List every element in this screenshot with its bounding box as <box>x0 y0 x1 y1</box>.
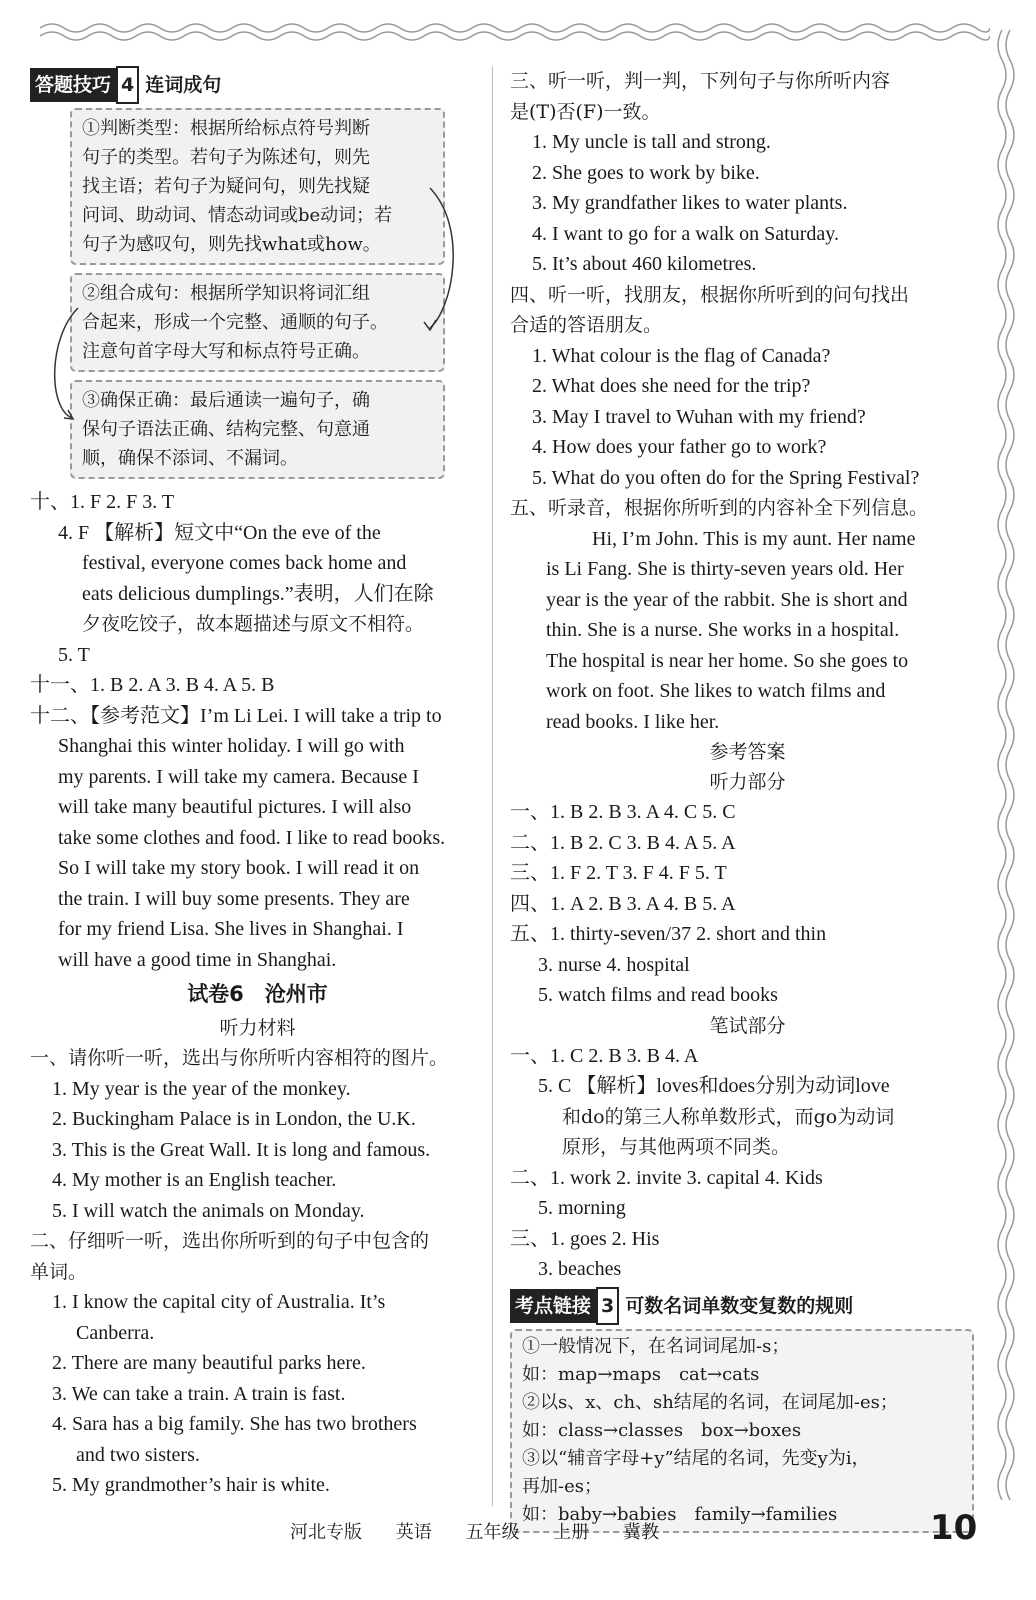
q2-item: 5. My grandmother’s hair is white. <box>52 1474 330 1496</box>
q5-text-line: thin. She is a nurse. She works in a hospital. <box>546 619 900 641</box>
listening-answer-row: 四、1. A 2. B 3. A 4. B 5. A <box>510 892 736 915</box>
question-3: 三、听一听，判一判，下列句子与你所听内容 <box>510 70 891 92</box>
listening-answer-row: 3. nurse 4. hospital <box>538 953 690 976</box>
essay-line: Shanghai this winter holiday. I will go with <box>58 735 405 757</box>
kp-number: 3 <box>596 1287 619 1325</box>
q4-item: 5. What do you often do for the Spring Festival? <box>532 466 920 489</box>
right-column <box>510 66 985 1533</box>
answer-10-4: eats delicious dumplings.”表明，人们在除 <box>82 582 434 605</box>
flow-arrows <box>38 118 493 458</box>
answer-11-row: 十一、1. B 2. A 3. B 4. A 5. B <box>30 674 275 696</box>
essay-line: take some clothes and food. I like to read books. <box>58 826 446 849</box>
written-answer-row: 3. beaches <box>538 1258 622 1280</box>
tip1-line: ①判断类型：根据所给标点符号判断 <box>82 118 370 139</box>
answer-10-row: 十、1. F 2. F 3. T <box>30 491 175 513</box>
written-answer-row: 5. morning <box>538 1197 626 1219</box>
q3-item: 3. My grandfather likes to water plants. <box>532 192 848 214</box>
q2-item: Canberra. <box>76 1321 155 1344</box>
answer-10-4: 4. F 【解析】短文中“On the eve of the <box>58 521 381 544</box>
written-answer-5: 原形，与其他两项不同类。 <box>562 1136 791 1158</box>
right-wave-border <box>992 30 1022 1510</box>
q3-item: 2. She goes to work by bike. <box>532 161 760 184</box>
q5-text-line: read books. I like her. <box>546 710 720 733</box>
kp-line: ②以s、x、ch、sh结尾的名词，在词尾加-es； <box>522 1391 898 1413</box>
listening-answer-row: 三、1. F 2. T 3. F 4. F 5. T <box>510 862 727 884</box>
paper-title: 试卷6 沧州市 <box>187 982 328 1006</box>
tip1-line: 句子为感叹句，则先找what或how。 <box>82 234 381 255</box>
question-4: 四、听一听，找朋友，根据你所听到的问句找出 <box>510 283 910 306</box>
kp-line: ①一般情况下，在名词词尾加-s； <box>522 1335 790 1357</box>
question-2: 单词。 <box>30 1260 88 1283</box>
q5-text-line: work on foot. She likes to watch films and <box>546 680 886 702</box>
listening-answer-row: 一、1. B 2. B 3. A 4. C 5. C <box>510 801 736 823</box>
essay-line: for my friend Lisa. She lives in Shanghai. I <box>58 918 404 940</box>
essay-line: will take many beautiful pictures. I will also <box>58 796 412 818</box>
q1-item: 2. Buckingham Palace is in London, the U.K. <box>52 1108 416 1130</box>
kp-line: 如：baby→babies family→families <box>522 1503 838 1525</box>
tip1-line: 找主语；若句子为疑问句，则先找疑 <box>82 176 370 197</box>
written-answer-row: 三、1. goes 2. His <box>510 1227 660 1250</box>
question-1: 一、请你听一听，选出与你所听内容相符的图片。 <box>30 1047 449 1069</box>
footer-subject: 英语 <box>395 1522 432 1543</box>
q1-item: 5. I will watch the animals on Monday. <box>52 1199 365 1222</box>
tip3-line: ③确保正确：最后通读一遍句子，确 <box>82 390 370 411</box>
page-number: 10 <box>930 1508 978 1548</box>
written-answer-row: 一、1. C 2. B 3. B 4. A <box>510 1044 699 1067</box>
footer-grade: 五年级 <box>465 1522 520 1543</box>
tip-badge: 答题技巧 <box>30 68 116 102</box>
q3-item: 5. It’s about 460 kilometres. <box>532 253 757 275</box>
footer-volume: 上册 <box>553 1522 590 1543</box>
kp-line: 如：class→classes box→boxes <box>522 1419 802 1441</box>
kp-badge: 考点链接 <box>510 1289 596 1323</box>
tip-title: 连词成句 <box>145 74 222 96</box>
tip-heading <box>30 66 485 104</box>
footer-publisher: 冀教 <box>622 1522 659 1543</box>
essay-line: 十二、【参考范文】I’m Li Lei. I will take a trip to <box>30 704 442 727</box>
kp-box <box>510 1329 974 1533</box>
answers-title: 参考答案 <box>709 741 786 763</box>
tip3-line: 保句子语法正确、结构完整、句意通 <box>82 419 370 440</box>
kp-line: 如：map→maps cat→cats <box>522 1363 760 1385</box>
listening-answer-row: 5. watch films and read books <box>538 984 778 1006</box>
q3-item: 1. My uncle is tall and strong. <box>532 131 771 153</box>
q5-text-line: The hospital is near her home. So she goes to <box>546 649 909 672</box>
q5-text-line: Hi, I’m John. This is my aunt. Her name <box>592 527 916 550</box>
kp-heading <box>510 1287 985 1325</box>
q4-item: 2. What does she need for the trip? <box>532 375 811 397</box>
q1-item: 4. My mother is an English teacher. <box>52 1169 337 1191</box>
q2-item: 1. I know the capital city of Australia. It’s <box>52 1291 386 1313</box>
kp-line: ③以“辅音字母+y”结尾的名词，先变y为i， <box>522 1447 870 1469</box>
tip-section <box>30 108 485 479</box>
q3-item: 4. I want to go for a walk on Saturday. <box>532 222 839 245</box>
written-answer-5: 和do的第三人称单数形式，而go为动词 <box>562 1105 895 1128</box>
q5-text-line: is Li Fang. She is thirty-seven years old. Her <box>546 558 904 580</box>
q1-item: 1. My year is the year of the monkey. <box>52 1077 351 1100</box>
kp-line: 再加-es； <box>522 1475 602 1497</box>
footer <box>290 1518 687 1544</box>
question-3: 是(T)否(F)一致。 <box>510 100 661 123</box>
essay-line: So I will take my story book. I will read it on <box>58 857 420 879</box>
top-wave-border <box>40 18 990 48</box>
tip2-line: 合起来，形成一个完整、通顺的句子。 <box>82 312 388 333</box>
tip3-line: 顺，确保不添词、不漏词。 <box>82 448 298 469</box>
question-2: 二、仔细听一听，选出你所听到的句子中包含的 <box>30 1230 430 1252</box>
listening-answer-row: 二、1. B 2. C 3. B 4. A 5. A <box>510 831 736 854</box>
tip2-line: 注意句首字母大写和标点符号正确。 <box>82 341 370 362</box>
listening-answer-row: 五、1. thirty-seven/37 2. short and thin <box>510 923 827 945</box>
q4-item: 4. How does your father go to work? <box>532 436 827 458</box>
q4-item: 1. What colour is the flag of Canada? <box>532 344 831 367</box>
q2-item: and two sisters. <box>76 1443 200 1466</box>
written-answer-row: 二、1. work 2. invite 3. capital 4. Kids <box>510 1166 823 1189</box>
q2-item: 3. We can take a train. A train is fast. <box>52 1382 346 1405</box>
essay-line: will have a good time in Shanghai. <box>58 948 337 971</box>
q4-item: 3. May I travel to Wuhan with my friend? <box>532 405 866 428</box>
q1-item: 3. This is the Great Wall. It is long and famous. <box>52 1138 431 1161</box>
answer-10-5: 5. T <box>58 643 90 666</box>
question-5: 五、听录音，根据你所听到的内容补全下列信息。 <box>510 497 929 519</box>
tip-number: 4 <box>116 66 139 104</box>
tip1-line: 句子的类型。若句子为陈述句，则先 <box>82 147 370 168</box>
tip2-line: ②组合成句：根据所学知识将词汇组 <box>82 283 370 304</box>
written-answer-5: 5. C 【解析】loves和does分别为动词love <box>538 1075 890 1097</box>
question-4: 合适的答语朋友。 <box>510 314 663 336</box>
q5-text-line: year is the year of the rabbit. She is short and <box>546 588 908 611</box>
essay-line: the train. I will buy some presents. They are <box>58 887 410 910</box>
footer-edition: 河北专版 <box>290 1522 362 1543</box>
tip1-line: 问词、助动词、情态动词或be动词；若 <box>82 205 393 226</box>
answer-10-4: 夕夜吃饺子，故本题描述与原文不相符。 <box>82 613 425 635</box>
left-column <box>30 66 485 1501</box>
listening-material-title: 听力材料 <box>219 1017 296 1039</box>
kp-title: 可数名词单数变复数的规则 <box>625 1294 854 1317</box>
written-part-title: 笔试部分 <box>709 1014 786 1037</box>
essay-line: my parents. I will take my camera. Because I <box>58 765 419 788</box>
answer-10-4: festival, everyone comes back home and <box>82 552 407 574</box>
q2-item: 4. Sara has a big family. She has two brothers <box>52 1413 417 1435</box>
q2-item: 2. There are many beautiful parks here. <box>52 1352 366 1374</box>
listening-part-title: 听力部分 <box>709 771 786 793</box>
